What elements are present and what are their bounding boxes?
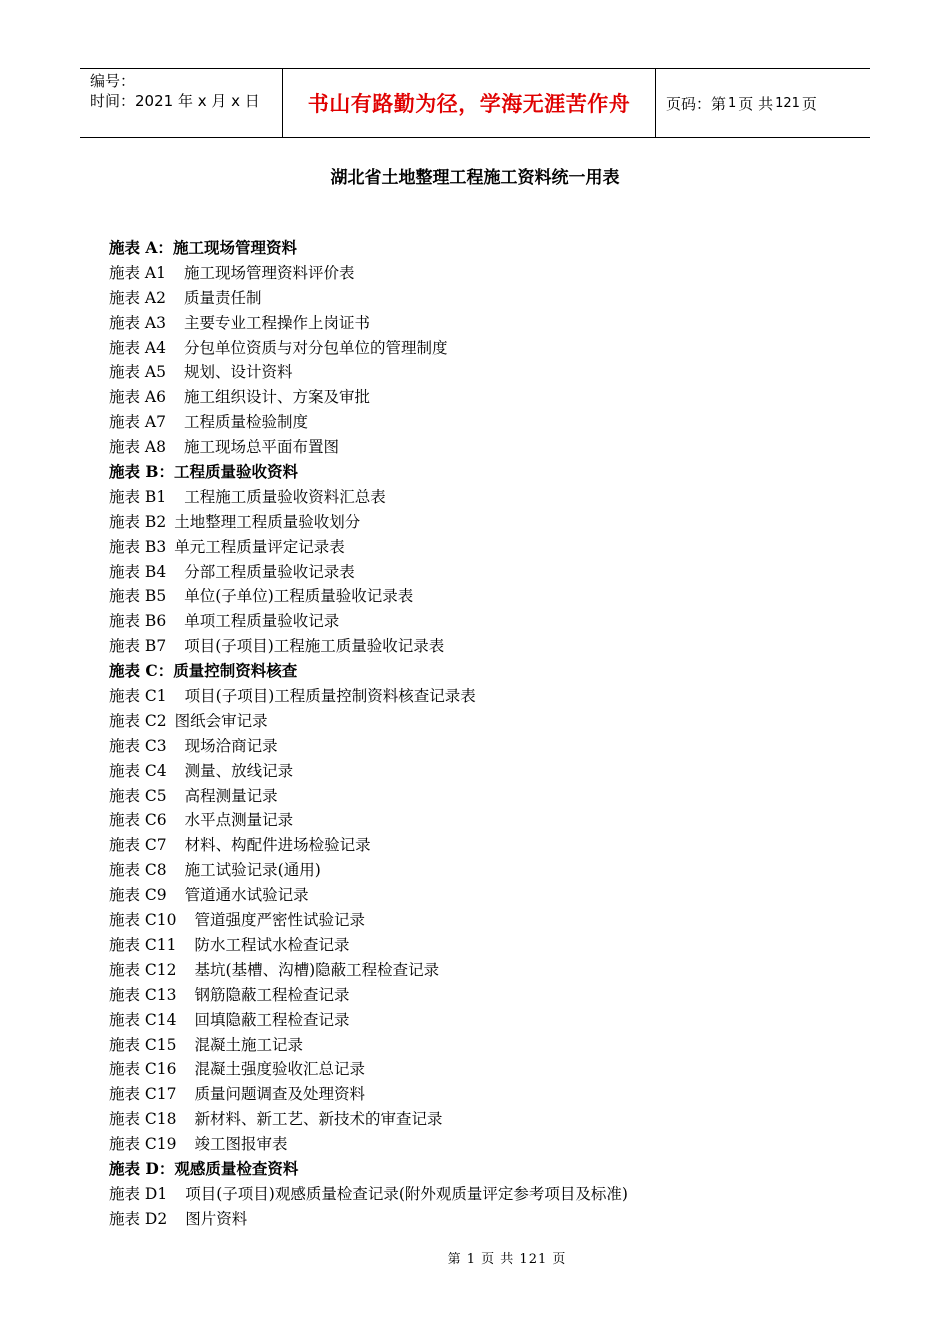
form-code: 施表 D1 [109, 1184, 168, 1203]
list-item [109, 709, 628, 734]
form-code: 施表 D： [109, 1158, 175, 1178]
form-title: 项目(子项目)工程施工质量验收记录表 [184, 637, 445, 656]
form-code: 施表 C14 [109, 1010, 177, 1029]
form-title: 分包单位资质与对分包单位的管理制度 [183, 338, 448, 357]
form-title: 新材料、新工艺、新技术的审查记录 [194, 1110, 443, 1129]
form-list [109, 236, 628, 1232]
form-title: 施工组织设计、方案及审批 [183, 388, 370, 407]
list-item [109, 360, 628, 385]
form-code: 施表 B1 [109, 487, 167, 506]
form-title: 土地整理工程质量验收划分 [174, 512, 361, 531]
list-item [109, 1033, 628, 1058]
list-item [109, 958, 628, 983]
list-item [109, 311, 628, 336]
form-code: 施表 A8 [109, 438, 166, 457]
list-item [109, 385, 628, 410]
form-title: 材料、构配件进场检验记录 [184, 836, 371, 855]
list-item [109, 1182, 628, 1207]
form-title: 质量问题调查及处理资料 [194, 1085, 366, 1104]
form-code: 施表 B3 [109, 537, 167, 556]
page-prefix: 页码：第 [666, 94, 727, 113]
list-item [109, 510, 628, 535]
list-item [109, 684, 628, 709]
list-item [109, 261, 628, 286]
document-number-label: 编号： [90, 72, 136, 90]
form-code: 施表 A： [109, 238, 173, 257]
form-title: 施工现场总平面布置图 [183, 438, 339, 457]
form-code: 施表 A2 [109, 288, 166, 307]
form-title: 竣工图报审表 [194, 1135, 288, 1154]
page-middle: 页 共 [738, 94, 774, 113]
list-item [109, 485, 628, 510]
form-title: 管道通水试验记录 [184, 886, 309, 905]
form-code: 施表 B5 [109, 587, 167, 606]
list-item [109, 983, 628, 1008]
form-code: 施表 C1 [109, 687, 167, 706]
form-title: 工程质量验收资料 [174, 462, 299, 482]
list-item [109, 1082, 628, 1107]
form-code: 施表 C2 [109, 711, 167, 730]
form-title: 单项工程质量验收记录 [184, 612, 340, 631]
list-item [109, 336, 628, 361]
page-current: 1 [728, 95, 737, 111]
form-title: 工程施工质量验收资料汇总表 [184, 487, 386, 506]
form-code: 施表 C6 [109, 811, 167, 830]
list-item [109, 1207, 628, 1232]
form-title: 回填隐蔽工程检查记录 [194, 1010, 350, 1029]
form-code: 施表 A1 [109, 263, 166, 282]
form-code: 施表 B7 [109, 637, 167, 656]
form-code: 施表 C10 [109, 911, 177, 930]
form-title: 单元工程质量评定记录表 [174, 537, 345, 556]
form-title: 质量控制资料核查 [173, 661, 298, 681]
form-title: 项目(子项目)观感质量检查记录(附外观质量评定参考项目及标准) [185, 1184, 628, 1203]
form-code: 施表 C5 [109, 786, 167, 805]
list-item [109, 808, 628, 833]
form-code: 施表 C3 [109, 736, 167, 755]
list-item [109, 634, 628, 659]
section-heading [109, 1157, 628, 1182]
list-item [109, 883, 628, 908]
form-title: 观感质量检查资料 [174, 1158, 299, 1178]
list-item [109, 734, 628, 759]
form-code: 施表 C7 [109, 836, 167, 855]
list-item [109, 410, 628, 435]
form-code: 施表 B： [109, 462, 174, 482]
list-item [109, 1132, 628, 1157]
list-item [109, 1008, 628, 1033]
list-item [109, 833, 628, 858]
form-code: 施表 C15 [109, 1035, 177, 1054]
list-item [109, 759, 628, 784]
form-title: 高程测量记录 [184, 786, 278, 805]
section-heading [109, 659, 628, 684]
form-code: 施表 A3 [109, 313, 166, 332]
form-title: 施工现场管理资料评价表 [183, 263, 355, 282]
form-title: 测量、放线记录 [184, 761, 294, 780]
form-title: 图片资料 [185, 1209, 248, 1228]
form-title: 分部工程质量验收记录表 [184, 562, 355, 581]
section-heading [109, 236, 628, 261]
form-title: 规划、设计资料 [183, 363, 293, 382]
list-item [109, 858, 628, 883]
form-title: 防水工程试水检查记录 [194, 935, 350, 954]
form-code: 施表 C11 [109, 935, 177, 954]
form-code: 施表 C16 [109, 1060, 177, 1079]
page-header [80, 68, 870, 138]
form-title: 图纸会审记录 [174, 711, 268, 730]
form-title: 混凝土施工记录 [194, 1035, 304, 1054]
list-item [109, 1057, 628, 1082]
list-item [109, 560, 628, 585]
page-suffix: 页 [801, 94, 817, 113]
form-code: 施表 C： [109, 661, 174, 681]
form-title: 钢筋隐蔽工程检查记录 [194, 985, 350, 1004]
form-code: 施表 C13 [109, 985, 177, 1004]
header-page-info [656, 69, 870, 137]
form-code: 施表 C9 [109, 886, 167, 905]
document-title: 湖北省土地整理工程施工资料统一用表 [330, 168, 620, 188]
form-code: 施表 A6 [109, 388, 166, 407]
form-code: 施表 A4 [109, 338, 166, 357]
form-code: 施表 D2 [109, 1209, 168, 1228]
form-code: 施表 C18 [109, 1110, 177, 1129]
list-item [109, 609, 628, 634]
section-heading [109, 460, 628, 485]
list-item [109, 286, 628, 311]
form-title: 工程质量检验制度 [183, 413, 308, 432]
form-code: 施表 C4 [109, 761, 167, 780]
form-title: 基坑(基槽、沟槽)隐蔽工程检查记录 [194, 960, 440, 979]
form-title: 施工试验记录(通用) [184, 861, 321, 880]
form-title: 水平点测量记录 [184, 811, 294, 830]
form-title: 管道强度严密性试验记录 [194, 911, 366, 930]
header-motto: 书山有路勤为径，学海无涯苦作舟 [282, 69, 656, 137]
page-footer: 第 1 页 共 121 页 [447, 1252, 567, 1267]
form-code: 施表 C19 [109, 1135, 177, 1154]
document-time: 时间：2021 年 x 月 x 日 [90, 92, 260, 110]
form-code: 施表 C17 [109, 1085, 177, 1104]
header-meta [80, 69, 282, 137]
form-code: 施表 C8 [109, 861, 167, 880]
form-code: 施表 B6 [109, 612, 167, 631]
form-code: 施表 A5 [109, 363, 166, 382]
list-item [109, 435, 628, 460]
list-item [109, 584, 628, 609]
form-code: 施表 B2 [109, 512, 167, 531]
list-item [109, 1107, 628, 1132]
form-title: 单位(子单位)工程质量验收记录表 [184, 587, 414, 606]
page-total: 121 [775, 95, 800, 111]
form-title: 施工现场管理资料 [172, 238, 297, 257]
form-title: 现场洽商记录 [184, 736, 278, 755]
form-code: 施表 C12 [109, 960, 177, 979]
form-title: 主要专业工程操作上岗证书 [183, 313, 370, 332]
list-item [109, 535, 628, 560]
form-title: 项目(子项目)工程质量控制资料核查记录表 [184, 687, 476, 706]
form-title: 混凝土强度验收汇总记录 [194, 1060, 366, 1079]
list-item [109, 784, 628, 809]
list-item [109, 908, 628, 933]
form-title: 质量责任制 [183, 288, 262, 307]
list-item [109, 933, 628, 958]
form-code: 施表 B4 [109, 562, 167, 581]
form-code: 施表 A7 [109, 413, 166, 432]
